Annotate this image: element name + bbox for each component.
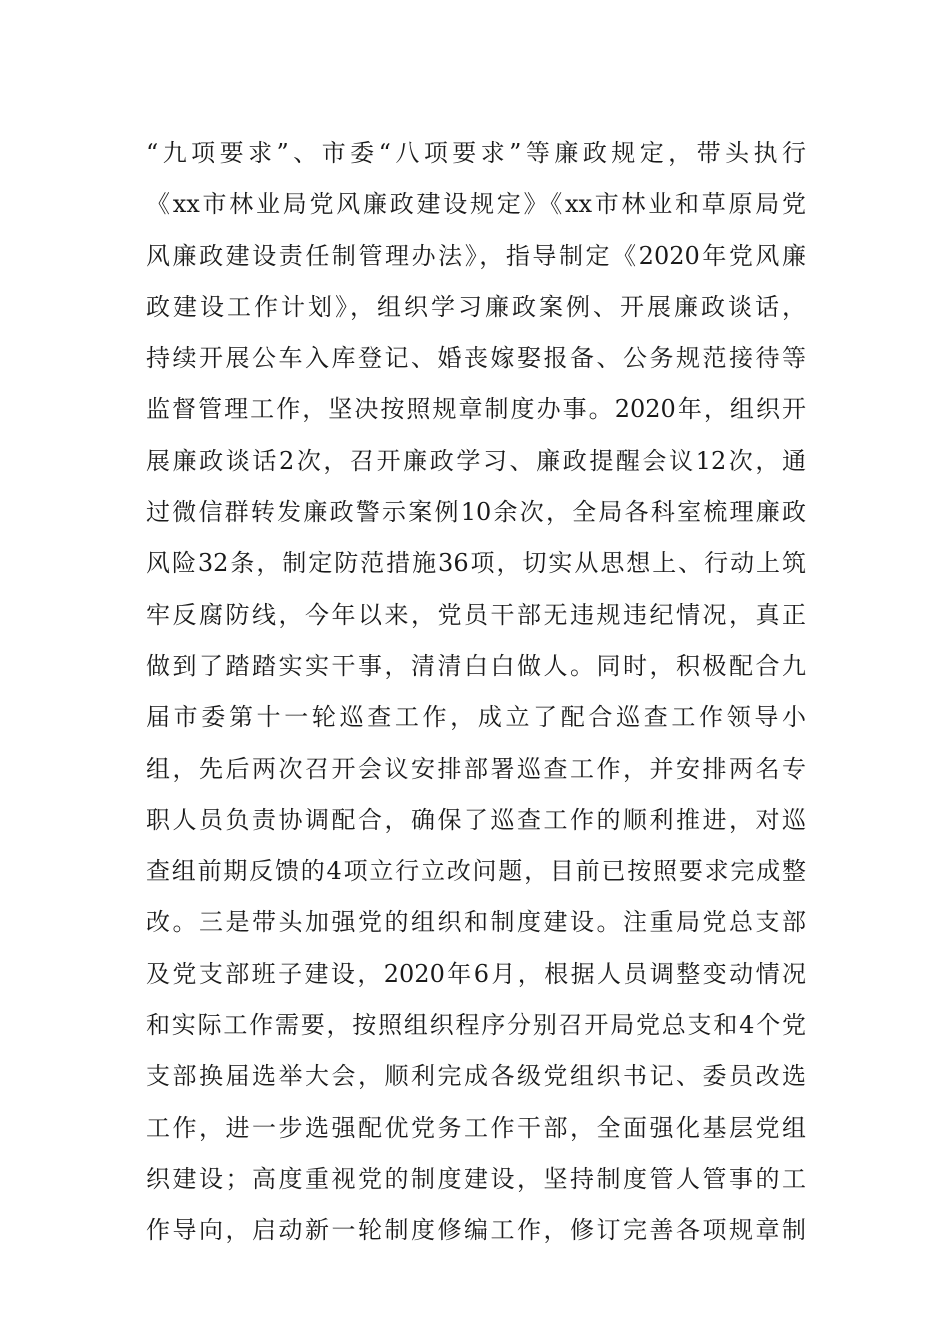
text-line: 组，先后两次召开会议安排部署巡查工作，并安排两名专 (146, 754, 806, 783)
text-line: 工作，进一步选强配优党务工作干部，全面强化基层党组 (146, 1113, 806, 1142)
body-paragraph (146, 128, 806, 1257)
text-line: 改。三是带头加强党的组织和制度建设。注重局党总支部 (146, 908, 806, 937)
text-line: 做到了踏踏实实干事，清清白白做人。同时，积极配合九 (146, 651, 806, 680)
text-line: 《xx市林业局党风廉政建设规定》《xx市林业和草原局党 (146, 190, 806, 219)
text-line: 作导向，启动新一轮制度修编工作，修订完善各项规章制 (146, 1216, 806, 1245)
text-line: 查组前期反馈的4项立行立改问题，目前已按照要求完成整 (146, 857, 806, 886)
text-line: 展廉政谈话2次，召开廉政学习、廉政提醒会议12次，通 (146, 446, 806, 475)
text-line: 持续开展公车入库登记、婚丧嫁娶报备、公务规范接待等 (146, 344, 806, 373)
text-line: 和实际工作需要，按照组织程序分别召开局党总支和4个党 (146, 1011, 806, 1040)
text-line: 风险32条，制定防范措施36项，切实从思想上、行动上筑 (146, 549, 806, 578)
text-line: “九项要求”、市委“八项要求”等廉政规定，带头执行 (146, 139, 806, 167)
text-line: 牢反腐防线，今年以来，党员干部无违规违纪情况，真正 (146, 600, 806, 629)
text-line: 届市委第十一轮巡查工作，成立了配合巡查工作领导小 (146, 703, 806, 732)
text-line: 职人员负责协调配合，确保了巡查工作的顺利推进，对巡 (146, 805, 806, 834)
text-line: 支部换届选举大会，顺利完成各级党组织书记、委员改选 (146, 1062, 806, 1091)
text-line: 织建设；高度重视党的制度建设，坚持制度管人管事的工 (146, 1164, 806, 1193)
text-line: 风廉政建设责任制管理办法》，指导制定《2020年党风廉 (146, 241, 806, 270)
text-line: 过微信群转发廉政警示案例10余次，全局各科室梳理廉政 (146, 498, 806, 527)
text-line: 政建设工作计划》，组织学习廉政案例、开展廉政谈话， (146, 292, 806, 321)
text-line: 监督管理工作，坚决按照规章制度办事。2020年，组织开 (146, 395, 806, 424)
text-line: 及党支部班子建设，2020年6月，根据人员调整变动情况 (146, 959, 806, 988)
